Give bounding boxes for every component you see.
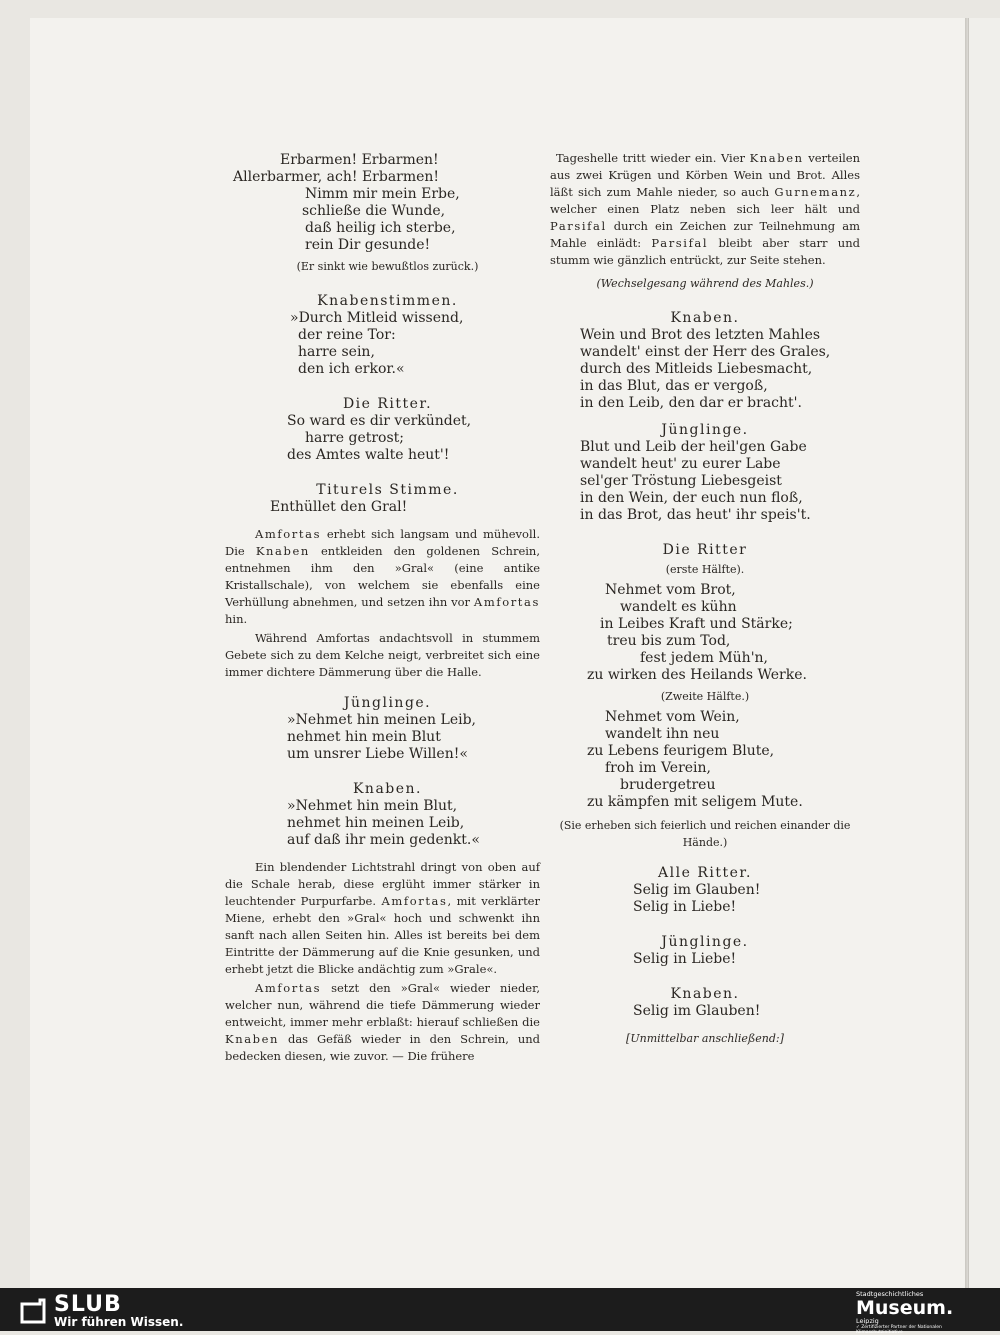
stanza-erbarmen (225, 152, 540, 254)
speaker-ritter: Die Ritter. (342, 396, 433, 412)
speaker-alle-ritter: Alle Ritter. (658, 865, 752, 881)
verse-line: auf daß ihr mein gedenkt.« (287, 832, 480, 848)
stage-text: , welcher einen Platz neben sich leer hält und (550, 185, 860, 216)
name-amfortas: Amfortas (255, 527, 322, 541)
speaker-junglinge: Jünglinge. (661, 934, 749, 950)
verse-line: treu bis zum Tod, (607, 633, 731, 649)
stanza-nehmet-brot (550, 582, 860, 684)
museum-city: Leipzig (856, 1317, 879, 1325)
speaker-titurel: Titurels Stimme. (316, 482, 459, 498)
stanza-blut-und-leib (550, 439, 860, 524)
verse-line: »Nehmet hin mein Blut, (287, 798, 458, 814)
stage-direction: (Wechselgesang während des Mahles.) (596, 277, 814, 290)
verse-line: brudergetreu (620, 777, 716, 793)
name-parsifal: Parsifal (550, 219, 607, 233)
verse-line: zu kämpfen mit seligem Mute. (587, 794, 803, 810)
verse-line: Blut und Leib der heil'gen Gabe (580, 439, 807, 455)
verse-line: in Leibes Kraft und Stärke; (600, 616, 793, 632)
stanza-nehmet-wein (550, 709, 860, 811)
name-knaben: Knaben (749, 151, 804, 165)
name-gurnemanz: Gurnemanz (774, 185, 857, 199)
verse-line: Selig in Liebe! (633, 951, 737, 967)
verse-line: wandelt es kühn (620, 599, 737, 615)
stanza-so-ward (225, 413, 540, 464)
name-amfortas: Amfortas (473, 595, 540, 609)
stage-text: erhebt sich langsam und mühevoll. Die (225, 527, 540, 558)
speaker-knabenstimmen: Knabenstimmen. (317, 293, 458, 309)
verse-line: froh im Verein, (605, 760, 712, 776)
verse-line: »Nehmet hin meinen Leib, (287, 712, 476, 728)
speaker-junglinge: Jünglinge. (343, 695, 432, 711)
verse-line: »Durch Mitleid wissend, (290, 310, 464, 326)
speaker-knaben: Knaben. (670, 310, 740, 326)
verse-line: des Amtes walte heut'! (287, 447, 450, 463)
stage-text: setzt den »Gral« wieder nieder, welcher nun, während die tiefe Dämmerung wieder entweicht, immer mehr erblaßt: hierauf schließen die (225, 981, 540, 1029)
verse-line: zu Lebens feurigem Blute, (587, 743, 775, 759)
stage-direction (225, 859, 540, 978)
stage-text: , mit verklärter Miene, erhebt den »Gral« hoch und schwenkt ihn sanft nach allen Seiten hin. Alles ist bereits bei dem Eintritte der Dämmerung auf die Knie gesunken, und erhebt jetzt die Blicke andächtig zum »Grale«. (225, 894, 540, 976)
stage-text: entkleiden den goldenen Schrein, entnehmen ihm den »Gral« (eine antike Kristallschale), von welchem sie ebenfalls eine Verhüllung abnehmen, und setzen ihn vor (225, 544, 540, 609)
stanza-nehmet-leib (225, 712, 540, 763)
stage-text: bleibt aber starr und stumm wie gänzlich entrückt, zur Seite stehen. (550, 236, 860, 267)
speaker-knaben: Knaben. (670, 986, 740, 1002)
speaker-knaben: Knaben. (352, 781, 423, 797)
name-amfortas: Amfortas (255, 981, 322, 995)
verse-line: Erbarmen! Erbarmen! (280, 152, 439, 168)
verse-line: fest jedem Müh'n, (640, 650, 769, 666)
verse-line: in den Wein, der euch nun floß, (580, 490, 803, 506)
verse-line: harre sein, (298, 344, 375, 360)
stage-direction (225, 980, 540, 1065)
viewer-footer (0, 1288, 1000, 1335)
name-knaben: Knaben (255, 544, 310, 558)
slub-logo-icon (18, 1296, 48, 1326)
verse-line: Nehmet vom Wein, (605, 709, 740, 725)
stage-direction: [Unmittelbar anschließend:] (626, 1032, 784, 1045)
verse-line: sel'ger Tröstung Liebesgeist (580, 473, 782, 489)
verse-line: durch des Mitleids Liebesmacht, (580, 361, 813, 377)
verse-line: schließe die Wunde, (302, 203, 446, 219)
verse-line: um unsrer Liebe Willen!« (287, 746, 468, 762)
stage-direction (550, 150, 860, 269)
verse-line: harre getrost; (305, 430, 405, 446)
verse-line: Selig im Glauben! (633, 1003, 761, 1019)
stage-text: verteilen aus zwei Krügen und Körben Wein und Brot. Alles läßt sich zum Mahle nieder, so auch (550, 151, 861, 199)
verse-line: in das Blut, das er vergoß, (580, 378, 768, 394)
verse-line: nehmet hin mein Blut (287, 729, 441, 745)
stage-text: Tageshelle tritt wieder ein. Vier (556, 151, 750, 165)
stage-direction: (Sie erheben sich feierlich und reichen einander die Hände.) (559, 819, 851, 849)
name-knaben: Knaben (225, 1032, 280, 1046)
speaker-ritter: Die Ritter (662, 542, 748, 558)
stage-direction: (erste Hälfte). (665, 563, 745, 576)
verse-line: wandelt heut' zu eurer Labe (580, 456, 781, 472)
name-amfortas: Amfortas (381, 894, 448, 908)
verse-line: daß heilig ich sterbe, (305, 220, 456, 236)
verse-line: Enthüllet den Gral! (270, 499, 408, 515)
stage-direction: (Er sinkt wie bewußtlos zurück.) (296, 260, 479, 273)
next-page-edge (968, 18, 1000, 1288)
verse-line: in den Leib, den dar er bracht'. (580, 395, 802, 411)
verse-line: rein Dir gesunde! (305, 237, 431, 253)
museum-pre: Stadtgeschichtliches (856, 1290, 924, 1298)
verse-line: Selig im Glauben! (633, 882, 761, 898)
left-column (225, 150, 540, 1065)
verse-line: So ward es dir verkündet, (287, 413, 472, 429)
stage-text: Ein blendender Lichtstrahl dringt von oben auf die Schale herab, diese erglüht immer stärker in leuchtender Purpurfarbe. (225, 860, 540, 908)
stanza-durch-mitleid (225, 310, 540, 378)
stage-direction: (Zweite Hälfte.) (660, 690, 750, 703)
verse-line: Selig in Liebe! (633, 899, 737, 915)
verse-line: Nehmet vom Brot, (605, 582, 736, 598)
right-column (550, 150, 860, 1047)
museum-note: ✓ Zertifizierter Partner der Nationalen Klimaschutzinitiative (856, 1325, 942, 1335)
verse-line: Wein und Brot des letzten Mahles (580, 327, 821, 343)
slub-tagline: Wir führen Wissen. (54, 1315, 184, 1329)
museum-name: Museum. (856, 1297, 954, 1319)
verse-line: in das Brot, das heut' ihr speis't. (580, 507, 811, 523)
slub-name: SLUB (54, 1292, 122, 1317)
verse-line: Nimm mir mein Erbe, (305, 186, 460, 202)
museum-logo (856, 1291, 986, 1335)
stage-text: durch ein Zeichen zur Teilnehmung am Mahle einlädt: (550, 219, 860, 250)
stanza-nehmet-blut (225, 798, 540, 849)
verse-line: der reine Tor: (298, 327, 396, 343)
verse-line: nehmet hin meinen Leib, (287, 815, 465, 831)
stanza-wein-und-brot (550, 327, 860, 412)
verse-line: wandelt ihn neu (605, 726, 720, 742)
verse-line: den ich erkor.« (298, 361, 405, 377)
verse-line: zu wirken des Heilands Werke. (587, 667, 807, 683)
stanza-selig-1 (550, 882, 860, 916)
verse-line: wandelt' einst der Herr des Grales, (580, 344, 831, 360)
speaker-junglinge: Jünglinge. (661, 422, 749, 438)
stage-text: hin. (225, 612, 248, 626)
stage-direction: Während Amfortas andachtsvoll in stummem Gebete sich zu dem Kelche neigt, verbreitet sich eine immer dichtere Dämmerung über die Halle. (225, 631, 540, 679)
stage-text: das Gefäß wieder in den Schrein, und bedecken diesen, wie zuvor. — Die frühere (225, 1032, 540, 1063)
stage-direction (225, 526, 540, 628)
name-parsifal: Parsifal (651, 236, 709, 250)
verse-line: Allerbarmer, ach! Erbarmen! (233, 169, 440, 185)
